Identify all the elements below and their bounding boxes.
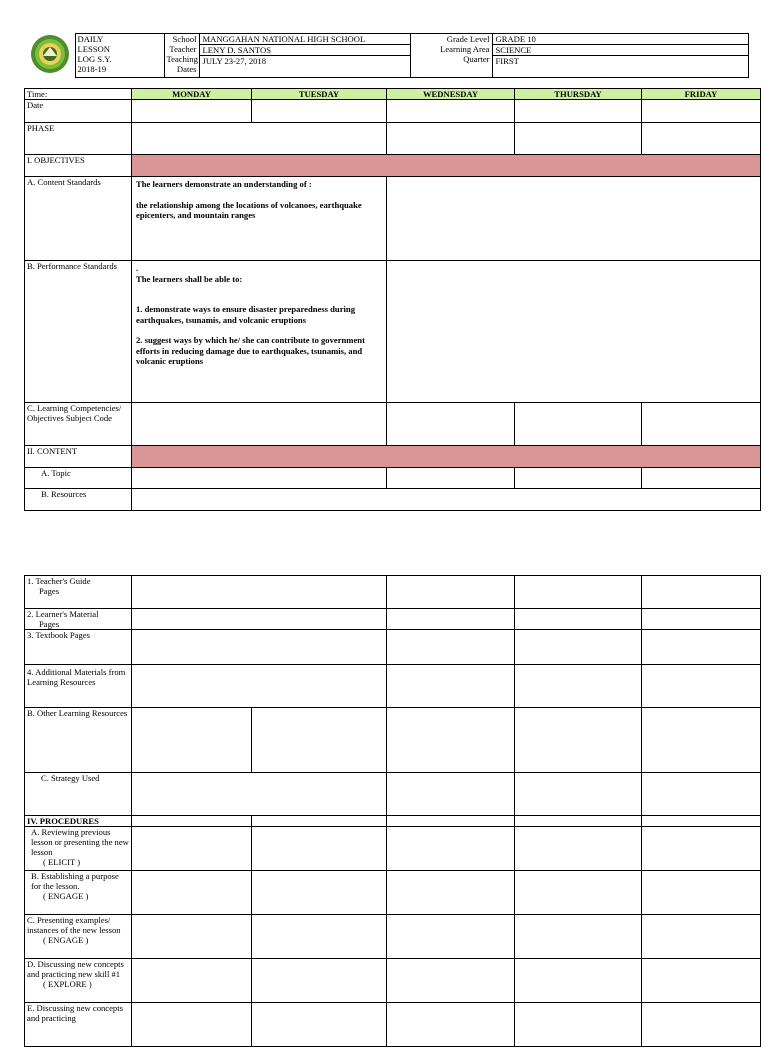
procedure-a-cell-monday[interactable] xyxy=(132,827,252,871)
teachers-guide-cell-wednesday[interactable] xyxy=(387,576,515,609)
procedure-b-cell-tuesday[interactable] xyxy=(252,871,387,915)
procedure-a-cell-tuesday[interactable] xyxy=(252,827,387,871)
learners-material-cell-wednesday[interactable] xyxy=(387,609,515,630)
procedure-e-label: E. Discussing new concepts and practicing xyxy=(25,1003,132,1047)
procedure-d-cell-wednesday[interactable] xyxy=(387,959,515,1003)
content-standards-label: A. Content Standards xyxy=(25,177,132,261)
competencies-cell-thursday[interactable] xyxy=(515,403,642,446)
topic-cell-mon-tue[interactable] xyxy=(132,468,387,489)
area-label: Learning Area xyxy=(440,44,490,54)
learners-material-cell-mon-tue[interactable] xyxy=(132,609,387,630)
phase-cell-thursday[interactable] xyxy=(515,123,642,155)
procedure-d-cell-friday[interactable] xyxy=(642,959,761,1003)
performance-standards-text: . The learners shall be able to: 1. demonstrate ways to ensure disaster preparedness during earthquakes, tsunamis, and volcanic eruptions 2. suggest ways by which he/ she can contribute to government efforts in reducing damage due to earthquakes, tsunamis, and volcanic eruptions xyxy=(132,261,387,403)
procedure-c-cell-friday[interactable] xyxy=(642,915,761,959)
learners-material-label: 2. Learner's Material Pages xyxy=(25,609,132,630)
competencies-cell-wednesday[interactable] xyxy=(387,403,515,446)
additional-materials-cell-friday[interactable] xyxy=(642,665,761,708)
other-resources-cell-tuesday[interactable] xyxy=(252,708,387,773)
school-label: School xyxy=(172,34,197,44)
phase-cell-wednesday[interactable] xyxy=(387,123,515,155)
other-resources-cell-wednesday[interactable] xyxy=(387,708,515,773)
time-label: Time: xyxy=(25,89,132,100)
strategy-label: C. Strategy Used xyxy=(25,773,132,816)
additional-materials-cell-wednesday[interactable] xyxy=(387,665,515,708)
day-header-friday: FRIDAY xyxy=(642,89,761,100)
day-header-tuesday: TUESDAY xyxy=(252,89,387,100)
procedure-c-cell-wednesday[interactable] xyxy=(387,915,515,959)
procedure-e-cell-tuesday[interactable] xyxy=(252,1003,387,1047)
resources-cell[interactable] xyxy=(132,489,761,511)
procedures-cell-wednesday[interactable] xyxy=(387,816,515,827)
header-table xyxy=(24,33,749,78)
date-cell-thursday[interactable] xyxy=(515,100,642,123)
date-label: Date xyxy=(25,100,132,123)
teachers-guide-cell-thursday[interactable] xyxy=(515,576,642,609)
procedure-d-cell-monday[interactable] xyxy=(132,959,252,1003)
quarter-value: FIRST xyxy=(495,56,519,66)
procedure-e-cell-friday[interactable] xyxy=(642,1003,761,1047)
procedure-d-cell-thursday[interactable] xyxy=(515,959,642,1003)
resources-label: B. Resources xyxy=(25,489,132,511)
log-title: DAILY LESSON LOG S.Y. 2018-19 xyxy=(75,34,164,78)
quarter-label: Quarter xyxy=(463,54,490,64)
procedures-cell-thursday[interactable] xyxy=(515,816,642,827)
lesson-table-2 xyxy=(24,575,761,1047)
procedure-a-cell-thursday[interactable] xyxy=(515,827,642,871)
procedure-c-cell-thursday[interactable] xyxy=(515,915,642,959)
textbook-pages-cell-mon-tue[interactable] xyxy=(132,630,387,665)
learners-material-cell-friday[interactable] xyxy=(642,609,761,630)
content-band xyxy=(132,446,761,468)
textbook-pages-cell-friday[interactable] xyxy=(642,630,761,665)
procedure-e-cell-thursday[interactable] xyxy=(515,1003,642,1047)
teacher-label: Teacher xyxy=(169,44,197,54)
strategy-cell-thursday[interactable] xyxy=(515,773,642,816)
date-cell-monday[interactable] xyxy=(132,100,252,123)
procedure-a-cell-wednesday[interactable] xyxy=(387,827,515,871)
topic-cell-thursday[interactable] xyxy=(515,468,642,489)
phase-cell-friday[interactable] xyxy=(642,123,761,155)
procedure-a-cell-friday[interactable] xyxy=(642,827,761,871)
performance-standards-label: B. Performance Standards xyxy=(25,261,132,403)
textbook-pages-cell-wednesday[interactable] xyxy=(387,630,515,665)
procedure-a-label: A. Reviewing previous lesson or presenting the new lesson ( ELICIT ) xyxy=(25,827,132,871)
procedure-c-label: C. Presenting examples/ instances of the new lesson ( ENGAGE ) xyxy=(25,915,132,959)
procedure-b-cell-monday[interactable] xyxy=(132,871,252,915)
day-header-monday: MONDAY xyxy=(132,89,252,100)
competencies-label: C. Learning Competencies/ Objectives Subject Code xyxy=(25,403,132,446)
teachers-guide-cell-mon-tue[interactable] xyxy=(132,576,387,609)
procedures-cell-friday[interactable] xyxy=(642,816,761,827)
performance-standards-other-days[interactable] xyxy=(387,261,761,403)
procedures-cell-monday[interactable] xyxy=(132,816,252,827)
textbook-pages-cell-thursday[interactable] xyxy=(515,630,642,665)
procedure-c-cell-monday[interactable] xyxy=(132,915,252,959)
topic-cell-friday[interactable] xyxy=(642,468,761,489)
procedure-e-cell-wednesday[interactable] xyxy=(387,1003,515,1047)
content-standards-text: The learners demonstrate an understanding of : the relationship among the locations of volcanoes, earthquake epicenters, and mountain ranges xyxy=(132,177,387,261)
procedure-b-cell-thursday[interactable] xyxy=(515,871,642,915)
procedure-b-cell-friday[interactable] xyxy=(642,871,761,915)
procedure-b-cell-wednesday[interactable] xyxy=(387,871,515,915)
teachers-guide-label: 1. Teacher's Guide Pages xyxy=(25,576,132,609)
other-resources-label: B. Other Learning Resources xyxy=(25,708,132,773)
area-value: SCIENCE xyxy=(493,45,748,56)
strategy-cell-wednesday[interactable] xyxy=(387,773,515,816)
topic-label: A. Topic xyxy=(25,468,132,489)
content-standards-other-days[interactable] xyxy=(387,177,761,261)
topic-cell-wednesday[interactable] xyxy=(387,468,515,489)
competencies-cell-mon-tue[interactable] xyxy=(132,403,387,446)
phase-label: PHASE xyxy=(25,123,132,155)
date-cell-tuesday[interactable] xyxy=(252,100,387,123)
strategy-cell-friday[interactable] xyxy=(642,773,761,816)
procedure-d-label: D. Discussing new concepts and practicing new skill #1 ( EXPLORE ) xyxy=(25,959,132,1003)
lesson-table-1 xyxy=(24,88,761,511)
additional-materials-cell-thursday[interactable] xyxy=(515,665,642,708)
procedures-cell-tuesday[interactable] xyxy=(252,816,387,827)
competencies-cell-friday[interactable] xyxy=(642,403,761,446)
learners-material-cell-thursday[interactable] xyxy=(515,609,642,630)
other-resources-cell-monday[interactable] xyxy=(132,708,252,773)
date-cell-wednesday[interactable] xyxy=(387,100,515,123)
dates-value: JULY 23-27, 2018 xyxy=(202,56,267,66)
procedure-e-cell-monday[interactable] xyxy=(132,1003,252,1047)
dates-label: Teaching Dates xyxy=(166,54,198,74)
procedure-c-cell-tuesday[interactable] xyxy=(252,915,387,959)
procedure-d-cell-tuesday[interactable] xyxy=(252,959,387,1003)
strategy-cell-mon-tue[interactable] xyxy=(132,773,387,816)
teachers-guide-cell-friday[interactable] xyxy=(642,576,761,609)
phase-cell-mon-tue[interactable] xyxy=(132,123,387,155)
objectives-label: I. OBJECTIVES xyxy=(25,155,132,177)
day-header-thursday: THURSDAY xyxy=(515,89,642,100)
objectives-band xyxy=(132,155,761,177)
school-value: MANGGAHAN NATIONAL HIGH SCHOOL xyxy=(200,34,410,45)
teacher-value: LENY D. SANTOS xyxy=(200,45,410,56)
grade-value: GRADE 10 xyxy=(493,34,748,45)
other-resources-cell-thursday[interactable] xyxy=(515,708,642,773)
grade-label: Grade Level xyxy=(446,34,490,44)
procedures-label: IV. PROCEDURES xyxy=(25,816,132,827)
other-resources-cell-friday[interactable] xyxy=(642,708,761,773)
procedure-b-label: B. Establishing a purpose for the lesson. ( ENGAGE ) xyxy=(25,871,132,915)
day-header-wednesday: WEDNESDAY xyxy=(387,89,515,100)
additional-materials-cell-mon-tue[interactable] xyxy=(132,665,387,708)
date-cell-friday[interactable] xyxy=(642,100,761,123)
additional-materials-label: 4. Additional Materials from Learning Resources xyxy=(25,665,132,708)
content-label: II. CONTENT xyxy=(25,446,132,468)
textbook-pages-label: 3. Textbook Pages xyxy=(25,630,132,665)
